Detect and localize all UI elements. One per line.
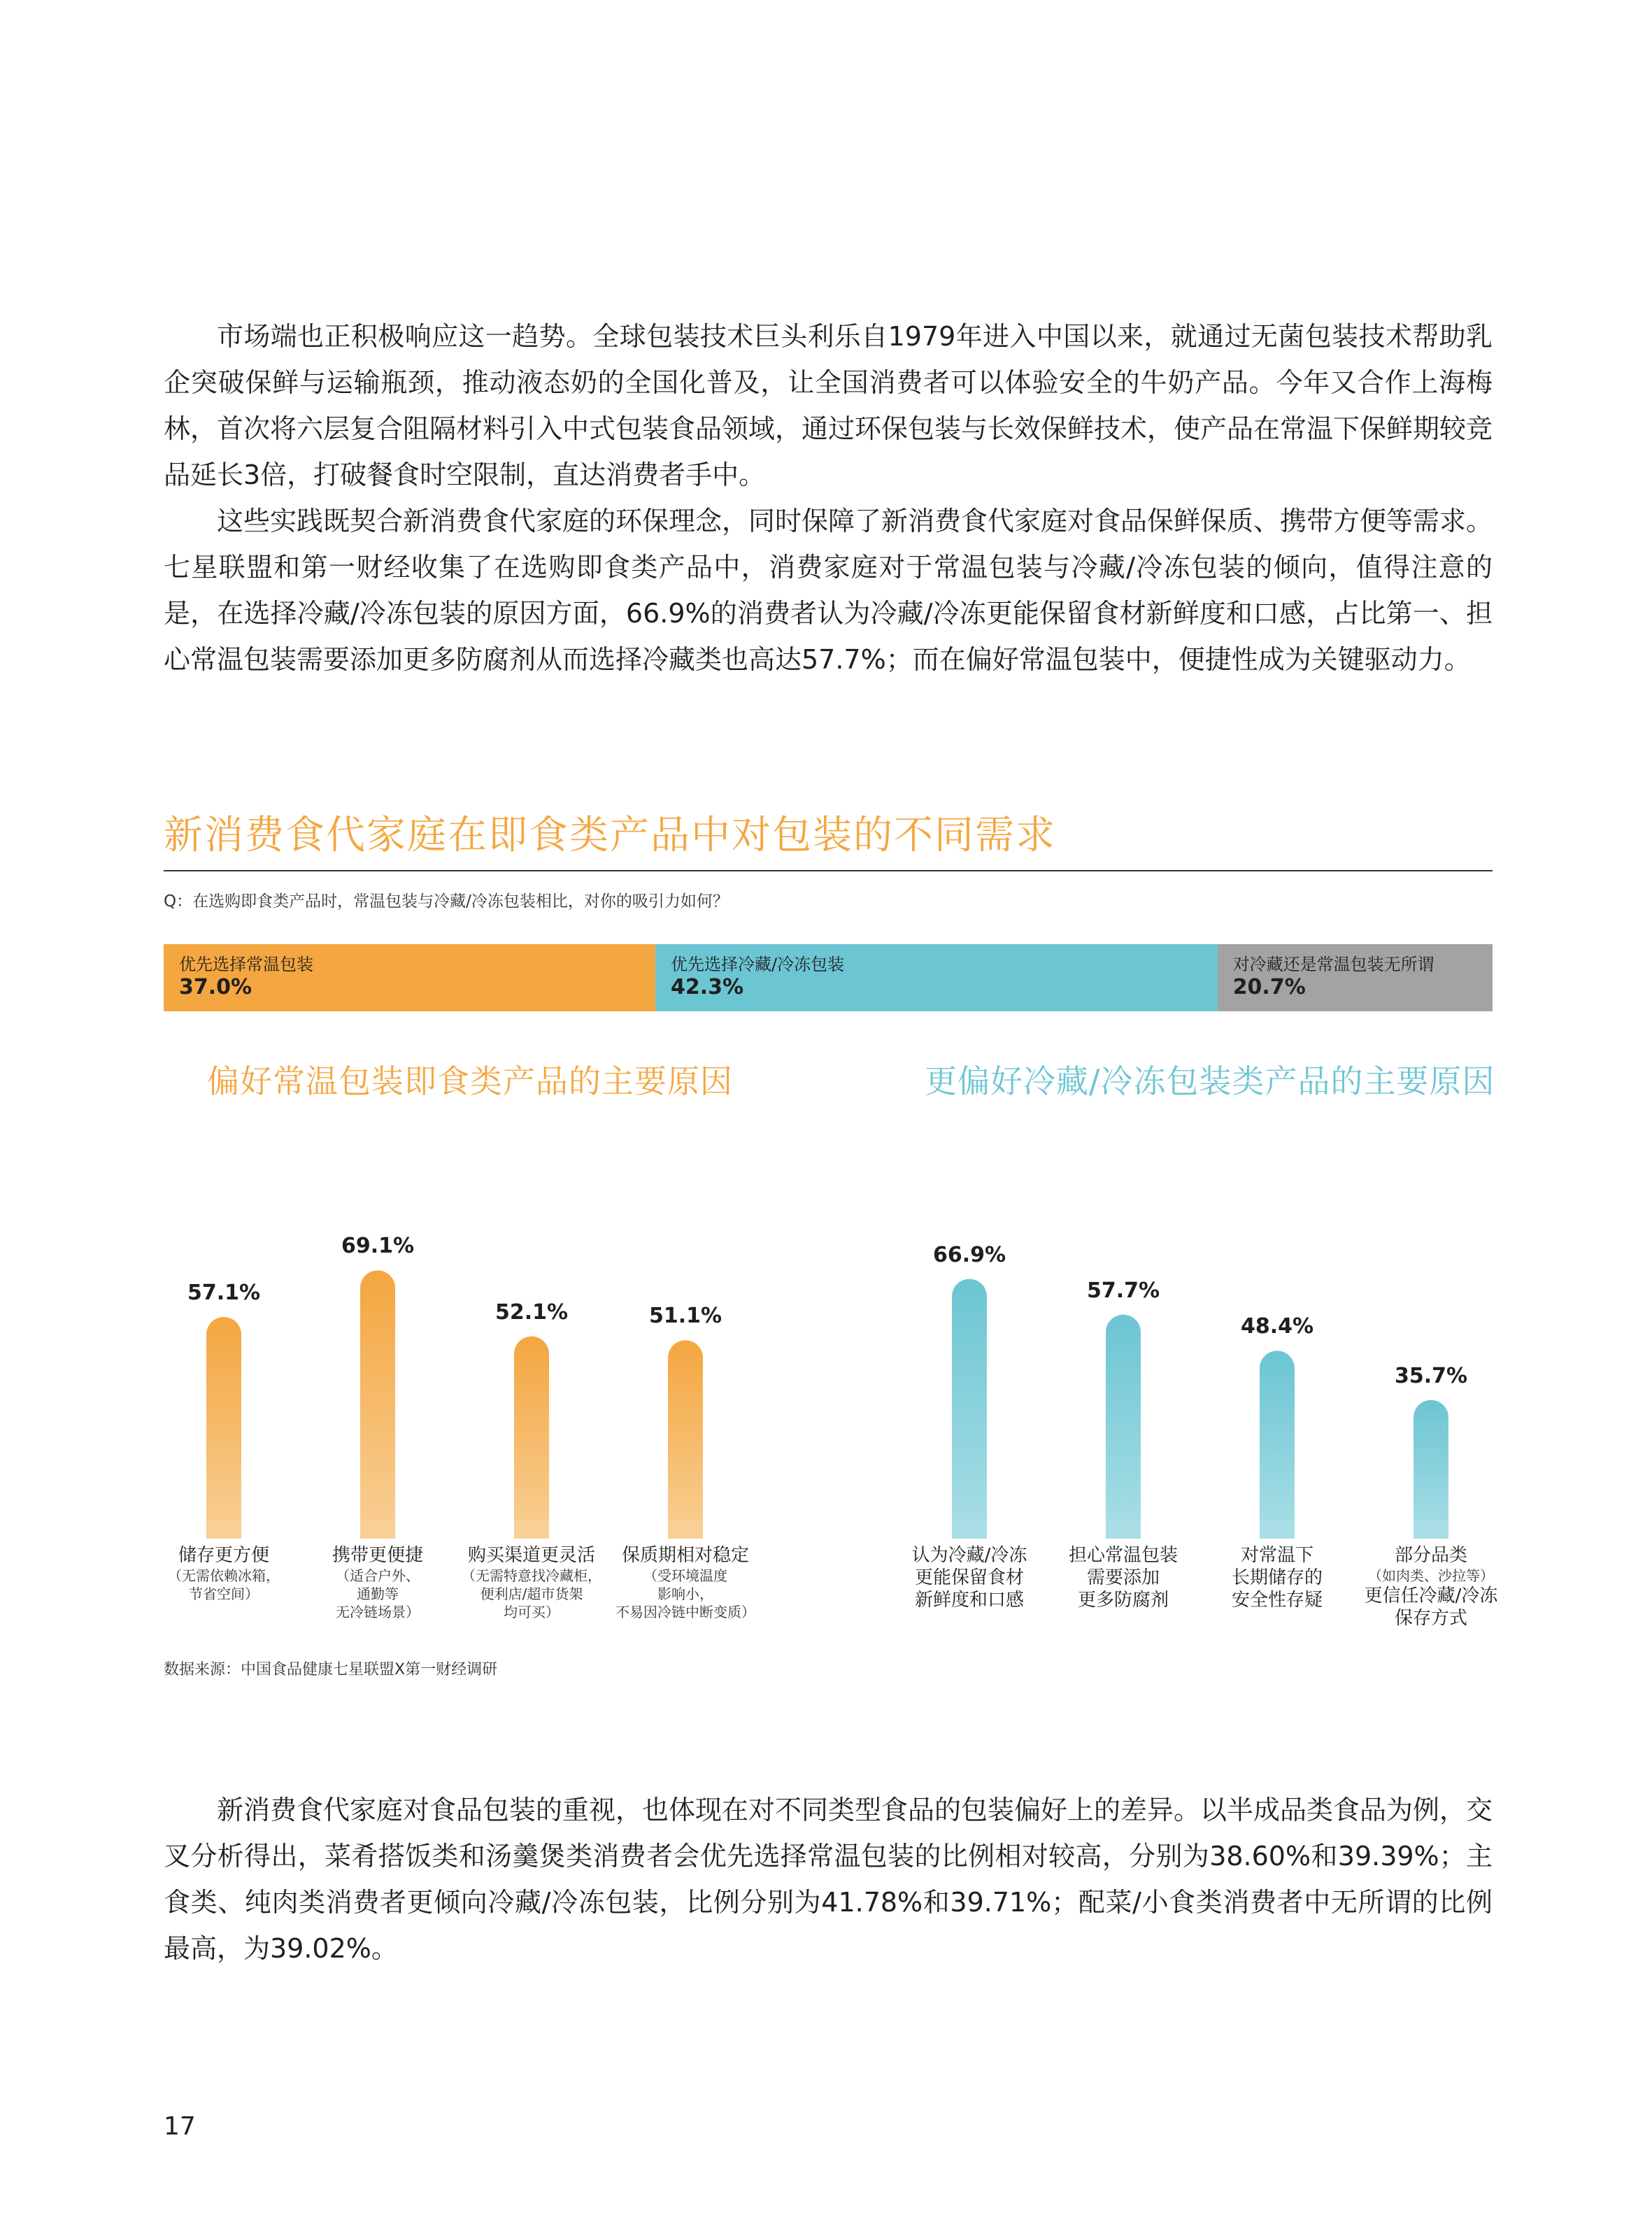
ambient-category-label-1 bbox=[136, 1544, 311, 1603]
outro-text bbox=[164, 1787, 1493, 1972]
chilled-value-label-3: 48.4% bbox=[1240, 1314, 1314, 1339]
survey-question: Q：在选购即食类产品时，常温包装与冷藏/冷冻包装相比，对你的吸引力如何？ bbox=[164, 892, 729, 911]
ambient-category-4-note-line-2: 影响小， bbox=[657, 1585, 713, 1602]
data-source: 数据来源：中国食品健康七星联盟X第一财经调研 bbox=[164, 1661, 498, 1678]
chilled-category-4-main-line-1: 部分品类 bbox=[1394, 1545, 1467, 1566]
share-label-indifferent: 对冷藏还是常温包装无所谓 bbox=[1232, 955, 1434, 974]
share-label-ambient: 优先选择常温包装 bbox=[179, 955, 313, 974]
ambient-category-3-note-line-1: （无需特意找冷藏柜， bbox=[462, 1567, 601, 1584]
ambient-value-label-2: 69.1% bbox=[341, 1234, 415, 1259]
chilled-value-label-1: 66.9% bbox=[932, 1242, 1006, 1267]
chilled-category-label-4 bbox=[1344, 1544, 1518, 1630]
ambient-category-1-note-line-2: 节省空间） bbox=[189, 1585, 259, 1602]
chilled-bar-1 bbox=[952, 1279, 987, 1539]
ambient-value-label-1: 57.1% bbox=[187, 1281, 261, 1306]
chilled-bar-base-2 bbox=[1106, 1521, 1141, 1539]
chilled-category-3-main-line-3: 安全性存疑 bbox=[1231, 1590, 1323, 1611]
chilled-bar-base-1 bbox=[952, 1521, 987, 1539]
chilled-category-label-1 bbox=[882, 1544, 1057, 1611]
ambient-category-label-2 bbox=[290, 1544, 465, 1621]
chilled-category-label-3 bbox=[1190, 1544, 1365, 1611]
chilled-bar-4 bbox=[1414, 1400, 1448, 1539]
ambient-value-label-4: 51.1% bbox=[648, 1304, 722, 1329]
ambient-category-3-note-line-3: 均可买） bbox=[504, 1604, 560, 1620]
chilled-category-1-main-line-2: 更能保留食材 bbox=[914, 1567, 1024, 1588]
ambient-category-label-4 bbox=[598, 1544, 773, 1621]
chilled-value-label-2: 57.7% bbox=[1086, 1278, 1160, 1303]
chilled-reasons-chart-title: 更偏好冷藏/冷冻包装类产品的主要原因 bbox=[925, 1062, 1495, 1100]
chilled-bar-base-4 bbox=[1414, 1521, 1448, 1539]
chilled-category-1-main-line-3: 新鲜度和口感 bbox=[914, 1590, 1024, 1611]
chilled-bar-2 bbox=[1106, 1315, 1141, 1539]
chilled-value-label-4: 35.7% bbox=[1394, 1363, 1468, 1388]
chilled-category-4-main2-line-2: 保存方式 bbox=[1394, 1608, 1467, 1629]
ambient-category-1-main-line-1: 储存更方便 bbox=[178, 1545, 269, 1566]
chilled-category-4-note-line-1: （如肉类、沙拉等） bbox=[1368, 1567, 1494, 1584]
chilled-category-2-main-line-1: 担心常温包装 bbox=[1068, 1545, 1178, 1566]
share-label-chilled: 优先选择冷藏/冷冻包装 bbox=[671, 955, 845, 974]
ambient-bar-base-3 bbox=[514, 1521, 549, 1539]
ambient-category-3-note-line-2: 便利店/超市货架 bbox=[480, 1585, 583, 1602]
page-number: 17 bbox=[164, 2112, 196, 2141]
outro-paragraph: 新消费食代家庭对食品包装的重视，也体现在对不同类型食品的包装偏好上的差异。以半成品类食品为例，交叉分析得出，菜肴搭饭类和汤羹煲类消费者会优先选择常温包装的比例相对较高，分别为38.60%和39.39%；主食类、纯肉类消费者更倾向冷藏/冷冻包装，比例分别为41.78%和39.71%；配菜/小食类消费者中无所谓的比例最高，为39.02%。 bbox=[164, 1795, 1493, 1964]
share-value-chilled: 42.3% bbox=[671, 975, 744, 999]
chilled-bar-base-3 bbox=[1260, 1521, 1295, 1539]
ambient-bar-4 bbox=[668, 1340, 703, 1539]
ambient-category-1-note-line-1: （无需依赖冰箱， bbox=[168, 1567, 280, 1584]
chilled-category-3-main-line-1: 对常温下 bbox=[1240, 1545, 1313, 1566]
ambient-category-4-note-line-1: （受环境温度 bbox=[643, 1567, 727, 1584]
ambient-category-4-note-line-3: 不易因冷链中断变质） bbox=[615, 1604, 755, 1620]
ambient-bar-3 bbox=[514, 1337, 549, 1539]
ambient-value-label-3: 52.1% bbox=[494, 1299, 569, 1325]
ambient-reasons-chart-title: 偏好常温包装即食类产品的主要原因 bbox=[207, 1062, 733, 1100]
section-title: 新消费食代家庭在即食类产品中对包装的不同需求 bbox=[164, 813, 1056, 858]
ambient-category-label-3 bbox=[444, 1544, 619, 1621]
ambient-category-2-main-line-1: 携带更便捷 bbox=[332, 1545, 423, 1566]
chilled-category-label-2 bbox=[1036, 1544, 1211, 1611]
ambient-category-3-main-line-1: 购买渠道更灵活 bbox=[467, 1545, 595, 1566]
intro-paragraph-1: 市场端也正积极响应这一趋势。全球包装技术巨头利乐自1979年进入中国以来，就通过无菌包装技术帮助乳企突破保鲜与运输瓶颈，推动液态奶的全国化普及，让全国消费者可以体验安全的牛奶产品。今年又合作上海梅林，首次将六层复合阻隔材料引入中式包装食品领域，通过环保包装与长效保鲜技术，使产品在常温下保鲜期较竞品延长3倍，打破餐食时空限制，直达消费者手中。 bbox=[164, 321, 1493, 490]
chilled-category-3-main-line-2: 长期储存的 bbox=[1231, 1567, 1323, 1588]
chilled-category-4-main2-line-1: 更信任冷藏/冷冻 bbox=[1364, 1585, 1498, 1606]
ambient-bar-base-2 bbox=[360, 1521, 395, 1539]
ambient-bar-base-4 bbox=[668, 1521, 703, 1539]
chilled-category-1-main-line-1: 认为冷藏/冷冻 bbox=[911, 1545, 1027, 1566]
ambient-category-2-note-line-2: 通勤等 bbox=[357, 1585, 399, 1602]
ambient-bar-2 bbox=[360, 1270, 395, 1539]
chilled-category-2-main-line-2: 需要添加 bbox=[1086, 1567, 1160, 1588]
intro-paragraph-2: 这些实践既契合新消费食代家庭的环保理念，同时保障了新消费食代家庭对食品保鲜保质、携带方便等需求。七星联盟和第一财经收集了在选购即食类产品中，消费家庭对于常温包装与冷藏/冷冻包装的倾向，值得注意的是，在选择冷藏/冷冻包装的原因方面，66.9%的消费者认为冷藏/冷冻更能保留食材新鲜度和口感，占比第一、担心常温包装需要添加更多防腐剂从而选择冷藏类也高达57.7%；而在偏好常温包装中，便捷性成为关键驱动力。 bbox=[164, 506, 1493, 675]
share-value-indifferent: 20.7% bbox=[1232, 975, 1306, 999]
ambient-bar-base-1 bbox=[206, 1521, 241, 1539]
chilled-bar-3 bbox=[1260, 1350, 1295, 1539]
ambient-bar-1 bbox=[206, 1317, 241, 1539]
chilled-category-2-main-line-3: 更多防腐剂 bbox=[1077, 1590, 1169, 1611]
ambient-category-2-note-line-3: 无冷链场景） bbox=[336, 1604, 420, 1620]
ambient-category-2-note-line-1: （适合户外、 bbox=[336, 1567, 420, 1584]
ambient-category-4-main-line-1: 保质期相对稳定 bbox=[621, 1545, 749, 1566]
share-value-ambient: 37.0% bbox=[179, 975, 252, 999]
